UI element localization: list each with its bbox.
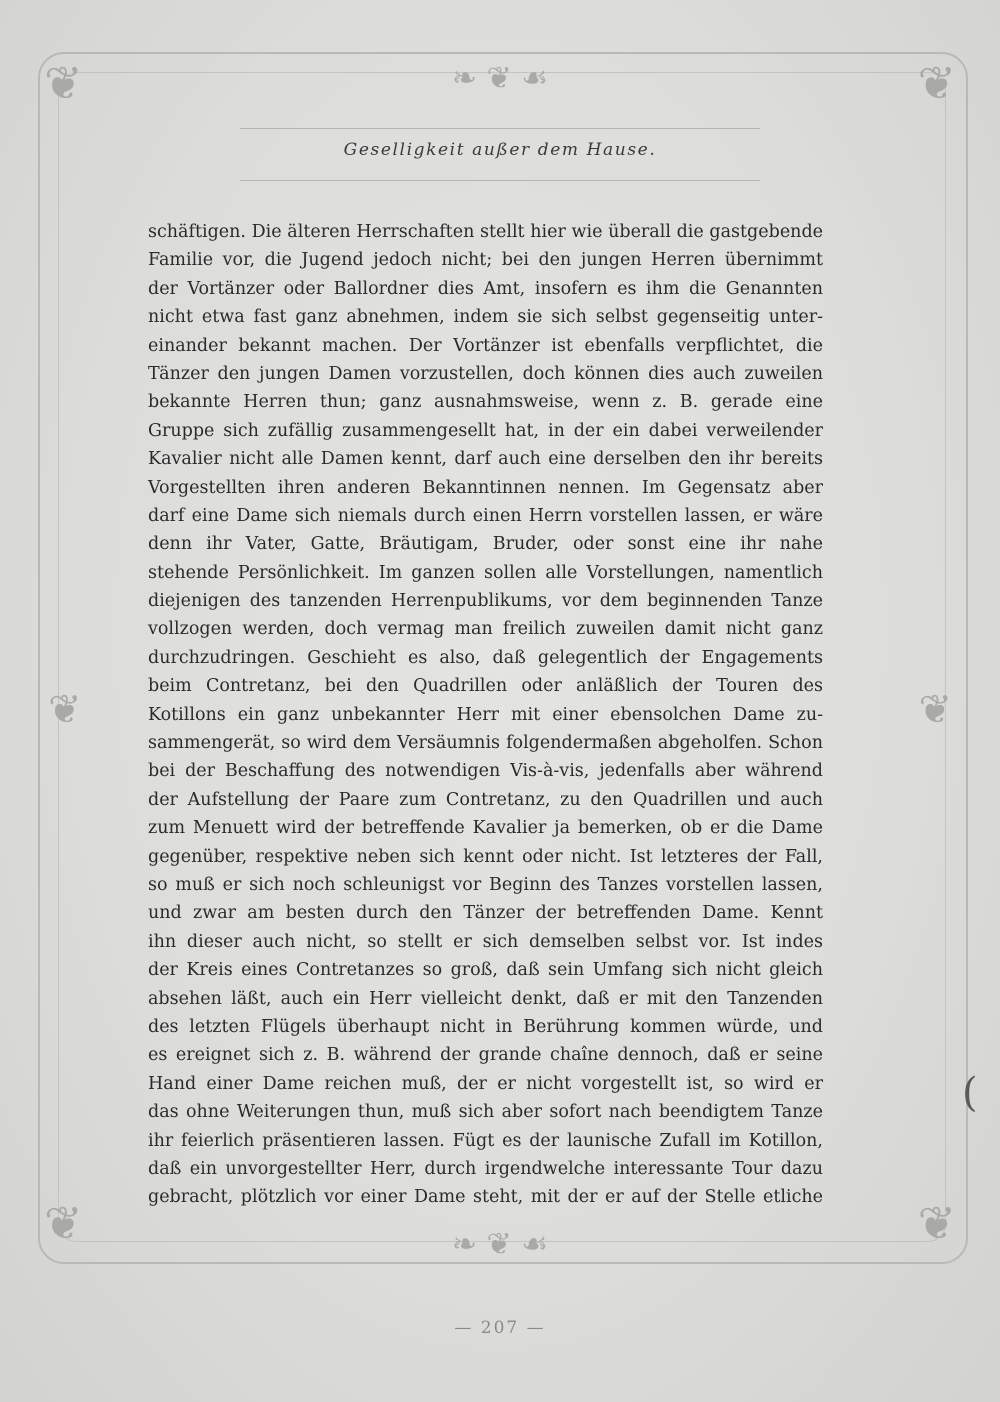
text-line: beim Contretanz, bei den Quadrillen oder anläßlich der Touren des — [148, 676, 823, 697]
header-rule-bottom — [240, 180, 760, 181]
text-line: Kavalier nicht alle Damen kennt, darf auch eine derselben den ihr bereits — [148, 449, 823, 470]
text-line: darf eine Dame sich niemals durch einen Herrn vorstellen lassen, er wäre — [148, 505, 823, 526]
text-line: der Kreis eines Contretanzes so groß, daß sein Umfang sich nicht gleich — [148, 960, 823, 981]
text-line: daß ein unvorgestellter Herr, durch irgendwelche interessante Tour dazu — [148, 1158, 823, 1179]
text-line: Gruppe sich zufällig zusammengesellt hat, in der ein dabei verweilender — [148, 420, 823, 441]
text-line: Vorgestellten ihren anderen Bekanntinnen nennen. Im Gegensatz aber — [148, 477, 823, 498]
text-line: Familie vor, die Jugend jedoch nicht; bei den jungen Herren übernimmt — [148, 250, 823, 271]
text-line: des letzten Flügels überhaupt nicht in Berührung kommen würde, und — [148, 1016, 823, 1037]
text-line: ihr feierlich präsentieren lassen. Fügt es der launische Zufall im Kotillon, — [148, 1130, 823, 1151]
corner-ornament-icon: ❦ — [917, 1196, 956, 1250]
text-line: absehen läßt, auch ein Herr vielleicht denkt, daß er mit den Tanzenden — [148, 988, 823, 1009]
text-line: bekannte Herren thun; ganz ausnahmsweise, wenn z. B. gerade eine — [148, 392, 823, 413]
text-line: der Aufstellung der Paare zum Contretanz, zu den Quadrillen und auch — [148, 789, 823, 810]
text-line: das ohne Weiterungen thun, muß sich aber sofort nach beendigtem Tanze — [148, 1102, 823, 1123]
running-head: Geselligkeit außer dem Hause. — [343, 140, 657, 160]
header-rule-top — [240, 128, 760, 129]
text-line: einander bekannt machen. Der Vortänzer ist ebenfalls verpflichtet, die — [148, 335, 823, 356]
text-line: Hand einer Dame reichen muß, der er nicht vorgestellt ist, so wird er — [148, 1073, 823, 1094]
text-line: Tänzer den jungen Damen vorzustellen, doch können dies auch zuweilen — [148, 363, 823, 384]
corner-ornament-icon: ❦ — [44, 56, 83, 110]
text-line: durchzudringen. Geschieht es also, daß gelegentlich der Engagements — [148, 647, 823, 668]
text-line: gebracht, plötzlich vor einer Dame steht, mit der er auf der Stelle etliche — [148, 1187, 823, 1208]
margin-mark: ( — [962, 1070, 978, 1116]
corner-ornament-icon: ❦ — [917, 56, 956, 110]
text-line: gegenüber, respektive neben sich kennt oder nicht. Ist letzteres der Fall, — [148, 846, 823, 867]
text-line: vollzogen werden, doch vermag man freilich zuweilen damit nicht ganz — [148, 619, 823, 640]
text-line: so muß er sich noch schleunigst vor Beginn des Tanzes vorstellen lassen, — [148, 874, 823, 895]
text-line: sammengerät, so wird dem Versäumnis folgendermaßen abgeholfen. Schon — [148, 733, 823, 754]
text-line: und zwar am besten durch den Tänzer der betreffenden Dame. Kennt — [148, 903, 823, 924]
page-number: — 207 — — [454, 1318, 546, 1338]
side-flourish-icon: ❦ — [918, 687, 952, 733]
corner-ornament-icon: ❦ — [44, 1196, 83, 1250]
text-line: es ereignet sich z. B. während der grande chaîne dennoch, daß er seine — [148, 1045, 823, 1066]
text-line: nicht etwa fast ganz abnehmen, indem sie sich selbst gegenseitig unter- — [148, 307, 823, 328]
body-text — [148, 218, 823, 1212]
text-line: zum Menuett wird der betreffende Kavalier ja bemerken, ob er die Dame — [148, 818, 823, 839]
text-line: schäftigen. Die älteren Herrschaften stellt hier wie überall die gastgebende — [148, 222, 823, 242]
side-flourish-icon: ❦ — [48, 687, 82, 733]
top-flourish-icon: ❧ ❦ ☙ — [451, 61, 549, 96]
text-line: der Vortänzer oder Ballordner dies Amt, insofern es ihm die Genannten — [148, 278, 823, 299]
text-line: bei der Beschaffung des notwendigen Vis-à-vis, jedenfalls aber während — [148, 761, 823, 782]
text-line: stehende Persönlichkeit. Im ganzen sollen alle Vorstellungen, namentlich — [148, 562, 823, 583]
text-line: Kotillons ein ganz unbekannter Herr mit einer ebensolchen Dame zu- — [148, 704, 823, 725]
text-line: denn ihr Vater, Gatte, Bräutigam, Bruder, oder sonst eine ihr nahe — [148, 534, 823, 555]
text-line: diejenigen des tanzenden Herrenpublikums, vor dem beginnenden Tanze — [148, 591, 823, 612]
text-line: ihn dieser auch nicht, so stellt er sich demselben selbst vor. Ist indes — [148, 931, 823, 952]
bottom-flourish-icon: ❧ ❦ ☙ — [451, 1227, 549, 1262]
